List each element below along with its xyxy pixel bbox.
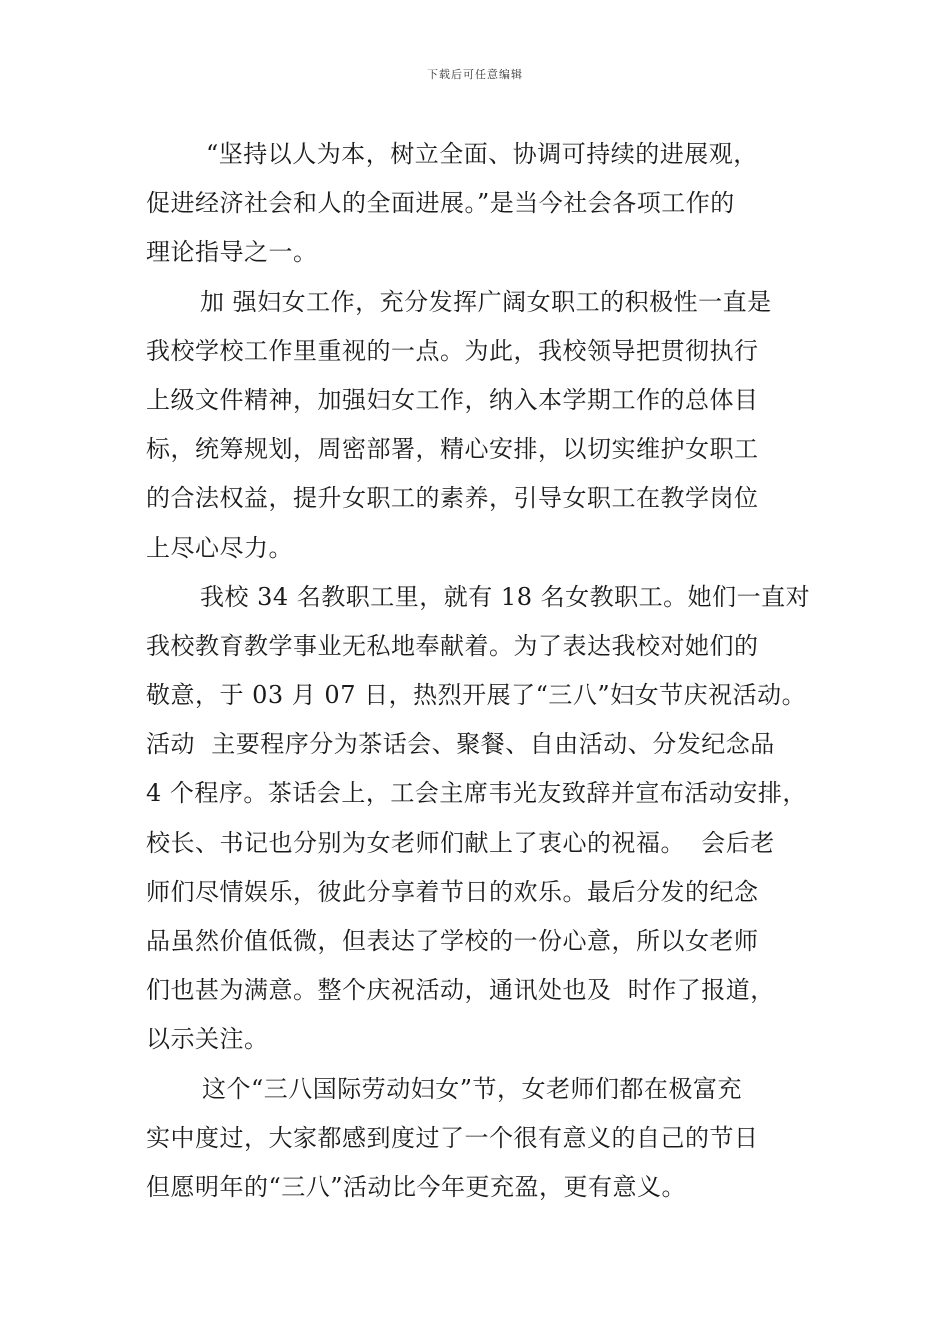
- document-body: [146, 130, 810, 1212]
- paragraph-3-line-7: 师们尽情娱乐，彼此分享着节日的欢乐。最后分发的纪念: [146, 877, 759, 906]
- paragraph-3-line-2: 我校教育教学事业无私地奉献着。为了表达我校对她们的: [146, 631, 759, 660]
- paragraph-2-line-6: 上尽心尽力。: [146, 533, 293, 562]
- paragraph-3-line-9: 们也甚为满意。整个庆祝活动，通讯处也及 时作了报道，: [146, 976, 775, 1005]
- paragraph-3-line-8: 品虽然价值低微，但表达了学校的一份心意，所以女老师: [146, 927, 759, 955]
- paragraph-3-line-5: 4 个程序。茶话会上，工会主席韦光友致辞并宣布活动安排，: [146, 779, 807, 808]
- paragraph-4-line-2: 实中度过，大家都感到度过了一个很有意义的自己的节日: [146, 1123, 759, 1152]
- paragraph-3-line-4: 活动 主要程序分为茶话会、聚餐、自由活动、分发纪念品: [146, 730, 775, 759]
- paragraph-3-line-10: 以示关注。: [146, 1025, 269, 1054]
- page-header-note: 下载后可任意编辑: [427, 68, 523, 81]
- paragraph-4-line-1: 这个“三八国际劳动妇女”节，女老师们都在极富充: [202, 1074, 743, 1103]
- paragraph-2-line-3: 上级文件精神，加强妇女工作，纳入本学期工作的总体目: [146, 385, 759, 414]
- paragraph-3-line-1: 我校 34 名教职工里，就有 18 名女教职工。她们一直对: [200, 582, 811, 611]
- paragraph-2-line-5: 的合法权益，提升女职工的素养，引导女职工在教学岗位: [146, 484, 759, 513]
- paragraph-2-line-2: 我校学校工作里重视的一点。为此，我校领导把贯彻执行: [146, 336, 759, 365]
- paragraph-4-line-3: 但愿明年的“三八”活动比今年更充盈，更有意义。: [146, 1172, 687, 1201]
- paragraph-3-line-6: 校长、书记也分别为女老师们献上了衷心的祝福。 会后老: [146, 828, 775, 857]
- paragraph-1-line-1: “坚持以人为本，树立全面、协调可持续的进展观，: [206, 140, 758, 168]
- paragraph-1-line-3: 理论指导之一。: [146, 238, 318, 267]
- paragraph-2-line-4: 标，统筹规划，周密部署，精心安排，以切实维护女职工: [146, 435, 759, 464]
- paragraph-2-line-1: 加 强妇女工作，充分发挥广阔女职工的积极性一直是: [200, 287, 772, 316]
- paragraph-1-line-2: 促进经济社会和人的全面进展。”是当今社会各项工作的: [146, 189, 735, 218]
- paragraph-3-line-3: 敬意，于 03 月 07 日，热烈开展了“三八”妇女节庆祝活动。: [146, 681, 807, 710]
